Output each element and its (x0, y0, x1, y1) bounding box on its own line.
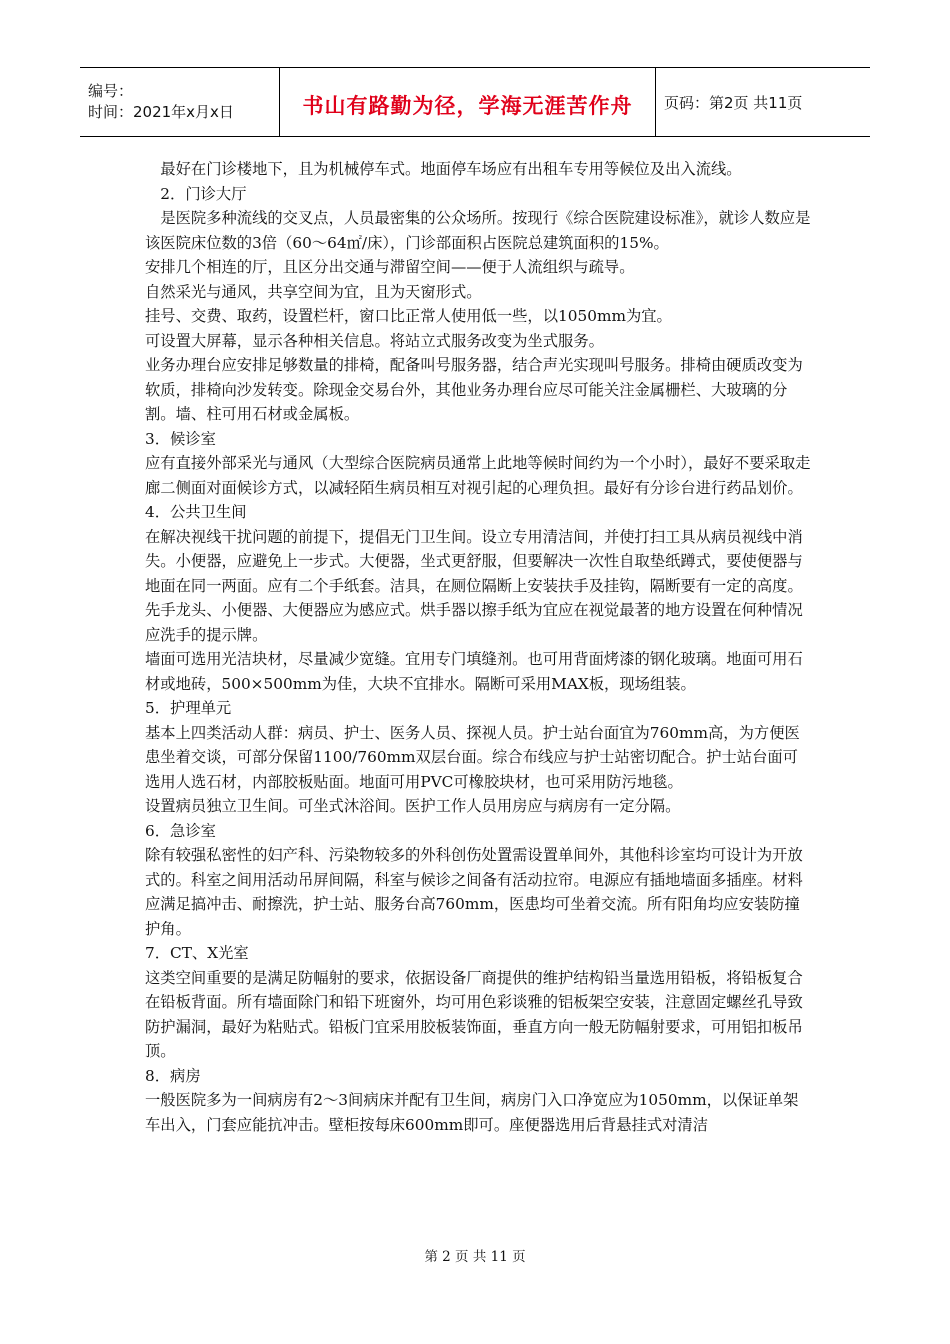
page-footer (0, 1245, 950, 1265)
section-heading: 5．护理单元 (145, 699, 232, 717)
paragraph: 这类空间重要的是满足防幅射的要求，依据设备厂商提供的维护结构铅当量选用铅板，将铅板复合在铅板背面。所有墙面除门和铅下班窗外，均可用色彩谈雅的铝板架空安装，注意固定螺丝孔导致防护漏洞，最好为粘贴式。铅板门宜采用胶板装饰面，垂直方向一般无防幅射要求，可用铝扣板吊顶。 (145, 968, 803, 1060)
document-number-label: 编号： (88, 82, 134, 100)
paragraph: 最好在门诊楼地下，且为机械停车式。地面停车场应有出租车专用等候位及出入流线。 (145, 160, 742, 178)
section-heading: 6．急诊室 (145, 821, 216, 840)
paragraph: 除有较强私密性的妇产科、污染物较多的外科创伤处置需设置单间外，其他科诊室均可设计为开放式的。科室之间用活动吊屏间隔，科室与候诊之间备有活动拉帘。电源应有插地墙面多插座。材料应满足搞冲击、耐擦洗，护士站、服务台高760mm，医患均可坐着交流。所有阳角均应安装防撞护角。 (145, 846, 803, 938)
paragraph: 应有直接外部采光与通风（大型综合医院病员通常上此地等候时间约为一个小时），最好不要采取走廊二侧面对面候诊方式，以减轻陌生病员相互对视引起的心理负担。最好有分诊台进行药品划价。 (145, 454, 811, 497)
paragraph: 是医院多种流线的交叉点，人员最密集的公众场所。按现行《综合医院建设标准》，就诊人数应是该医院床位数的3倍（60～64㎡/床），门诊部面积占医院总建筑面积的15%。 (145, 209, 811, 252)
paragraph: 业务办理台应安排足够数量的排椅，配备叫号服务器，结合声光实现叫号服务。排椅由硬质改变为软质，排椅向沙发转变。除现金交易台外，其他业务办理台应尽可能关注金属栅栏、大玻璃的分割。墙、柱可用石材或金属板。 (145, 356, 803, 423)
footer-page-number: 第 2 页 共 11 页 (424, 1249, 526, 1265)
paragraph: 在解决视线干扰问题的前提下，提倡无门卫生间。设立专用清洁间，并使打扫工具从病员视线中消失。小便器，应避免上一步式。大便器，坐式更舒服，但要解决一次性自取垫纸蹲式，要使便器与地面在同一两面。应有二个手纸套。洁具，在厕位隔断上安装扶手及挂钩，隔断要有一定的高度。先手龙头、小便器、大便器应为感应式。烘手器以擦手纸为宜应在视觉最著的地方设置在何种情况应洗手的提示牌。 (145, 527, 803, 644)
section-heading: 7．CT、X光室 (145, 944, 249, 962)
paragraph: 一般医院多为一间病房有2～3间病床并配有卫生间，病房门入口净宽应为1050mm，以保证单架车出入，门套应能抗冲击。壁柜按每床600mm即可。座便器选用后背悬挂式对清洁 (145, 1091, 799, 1134)
section-heading: 8．病房 (145, 1066, 201, 1085)
page-header (80, 67, 870, 137)
paragraph: 自然采光与通风，共享空间为宜，且为天窗形式。 (145, 282, 482, 301)
paragraph: 墙面可选用光洁块材，尽量减少宽缝。宜用专门填缝剂。也可用背面烤漆的钢化玻璃。地面可用石材或地砖，500×500mm为佳，大块不宜排水。隔断可采用MAX板，现场组装。 (145, 650, 803, 693)
paragraph: 安排几个相连的厅，且区分出交通与滞留空间——便于人流组织与疏导。 (145, 258, 635, 276)
header-page-cell (656, 68, 870, 136)
paragraph: 设置病员独立卫生间。可坐式沐浴间。医护工作人员用房应与病房有一定分隔。 (145, 797, 681, 815)
header-motto: 书山有路勤为径，学海无涯苦作舟 (302, 94, 633, 118)
paragraph: 基本上四类活动人群：病员、护士、医务人员、探视人员。护士站台面宜为760mm高，为方便医患坐着交谈，可部分保留1100/760mm双层台面。综合布线应与护士站密切配合。护士站台面可选用人选石材，内部胶板贴面。地面可用PVC可橡胶块材，也可采用防污地毯。 (145, 723, 800, 791)
paragraph: 挂号、交费、取药，设置栏杆，窗口比正常人使用低一些，以1050mm为宜。 (145, 307, 672, 325)
header-motto-cell (280, 68, 656, 136)
section-heading: 2．门诊大厅 (145, 184, 247, 203)
header-page-number: 页码：第2页 共11页 (664, 93, 803, 112)
section-heading: 3．候诊室 (145, 429, 216, 448)
section-heading: 4．公共卫生间 (145, 503, 247, 521)
document-time-label: 时间：2021年x月x日 (88, 103, 234, 121)
paragraph: 可设置大屏幕，显示各种相关信息。将站立式服务改变为坐式服务。 (145, 331, 604, 350)
document-body (145, 157, 813, 1137)
header-meta (80, 68, 280, 136)
